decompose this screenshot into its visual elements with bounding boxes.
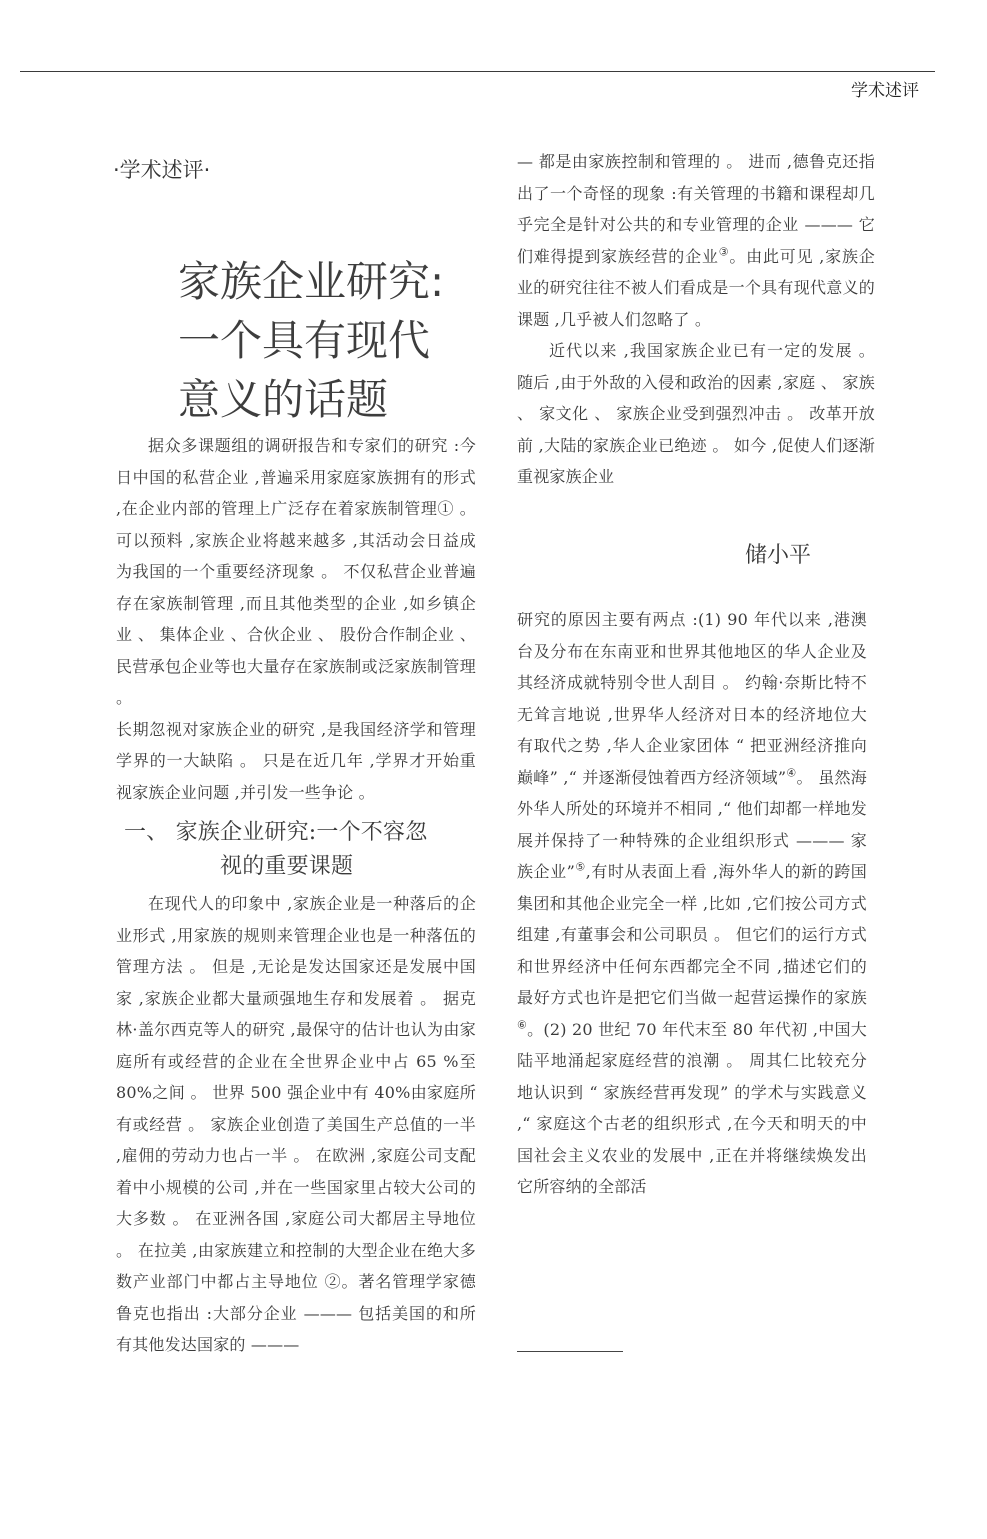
body-paragraph: 在现代人的印象中 ,家族企业是一种落后的企业形式 ,用家族的规则来管理企业也是一种落伍的管理方法 。 但是 ,无论是发达国家还是发展中国家 ,家族企业都大量顽强地生存和发展着 。 据克林·盖尔西克等人的研究 ,最保守的估计也认为由家庭所有或经营的企业在全世界企业中占 65 %至 80%之间 。 世界 500 强企业中有 40%由家庭所有或经营 。 家族企业创造了美国生产总值的一半 ,雇佣的劳动力也占一半 。 在欧洲 ,家庭公司支配着中小规模的公司 ,并在一些国家里占较大公司的大多数 。 在亚洲各国 ,家庭公司大都居主导地位 。 在拉美 ,由家族建立和控制的大型企业在绝大多数产业部门中都占主导地位 ②。著名管理学家德鲁克也指出 :大部分企业 ——— 包括美国的和所有其他发达国家的 ———	[116, 894, 476, 1354]
continuation-text-end: 。由此可见 ,家族企业的研究往往不被人们看成是一个具有现代意义的课题 ,几乎被人们忽略了 。	[517, 246, 875, 329]
section-heading-line-2: 视的重要课题	[220, 854, 354, 879]
right-column-bottom	[517, 604, 867, 1203]
right-column-top	[517, 146, 875, 493]
title-line-1: 家族企业研究:	[178, 257, 445, 306]
article-title	[178, 252, 444, 429]
header-rule	[20, 71, 935, 72]
section-heading-line-1: 一、 家族企业研究:一个不容忽	[124, 820, 428, 845]
footnote-ref-6: ⑥	[517, 1018, 528, 1032]
history-paragraph: 近代以来 ,我国家族企业已有一定的发展 。 随后 ,由于外敌的入侵和政治的因素 ,家庭 、 家族 、 家文化 、 家族企业受到强烈冲击 。 改革开放前 ,大陆的家族企业已绝迹 。 如今 ,促使人们逐渐重视家族企业	[517, 341, 875, 486]
running-header: 学术述评	[851, 81, 919, 101]
footnote-ref-5: ⑤	[575, 860, 586, 874]
footnote-ref-3: ③	[718, 245, 730, 259]
section-heading	[116, 816, 476, 884]
reasons-text-a: 研究的原因主要有两点 :(1) 90 年代以来 ,港澳台及分布在东南亚和世界其他地区的华人企业及其经济成就特别令世人刮目 。 约翰·奈斯比特不无耸言地说 ,世界华人经济对日本的经济地位大有取代之势 ,华人企业家团体 “ 把亚洲经济推向巅峰” ,“ 并逐渐侵蚀着西方经济领域”	[517, 610, 867, 787]
reasons-text-d: 。(2) 20 世纪 70 年代末至 80 年代初 ,中国大陆平地涌起家庭经营的浪潮 。 周其仁比较充分地认识到 “ 家族经营再发现” 的学术与实践意义 ,“ 家庭这个古老的组织形式 ,在今天和明天的中国社会主义农业的发展中 ,正在并将继续焕发出它所容纳的全部活	[517, 1019, 867, 1196]
title-line-2: 一个具有现代	[178, 316, 431, 365]
continuation-paragraph	[517, 146, 875, 335]
author-name: 储小平	[745, 543, 812, 568]
reasons-text-b: 。 虽然海外华人所处的环境并不相同 ,“ 他们却都一样地发展并保持了一种特殊的企业组织形式 ——— 家族企业”	[517, 767, 867, 881]
footnote-rule	[517, 1351, 623, 1352]
intro-paragraph: 据众多课题组的调研报告和专家们的研究 :今日中国的私营企业 ,普遍采用家庭家族拥有的形式 ,在企业内部的管理上广泛存在着家族制管理① 。 可以预料 ,家族企业将越来越多 ,其活动会日益成为我国的一个重要经济现象 。 不仅私营企业普遍存在家族制管理 ,而且其他类型的企业 ,如乡镇企业 、 集体企业 、合伙企业 、 股份合作制企业 、 民营承包企业等也大量存在家族制或泛家族制管理 。	[116, 436, 476, 707]
continuation-text: — 都是由家族控制和管理的 。 进而 ,德鲁克还指出了一个奇怪的现象 :有关管理的书籍和课程却几乎完全是针对公共的和专业管理的企业 ——— 它们难得提到家族经营的企业	[517, 152, 875, 266]
reasons-paragraph	[517, 604, 867, 1203]
reasons-text-c: ,有时从表面上看 ,海外华人的新的跨国集团和其他企业完全一样 ,比如 ,它们按公司方式组建 ,有董事会和公司职员 。 但它们的运行方式和世界经济中任何东西都完全不同 ,描述它们的最好方式也许是把它们当做一起营运操作的家族	[517, 862, 867, 1007]
left-column	[116, 430, 476, 1361]
intro-paragraph-2: 长期忽视对家族企业的研究 ,是我国经济学和管理学界的一大缺陷 。 只是在近几年 ,学界才开始重视家族企业问题 ,并引发一些争论 。	[116, 719, 476, 802]
title-line-3: 意义的话题	[178, 375, 389, 424]
section-tag: ·学术述评·	[113, 158, 211, 182]
footnote-ref-4: ④	[786, 766, 797, 780]
